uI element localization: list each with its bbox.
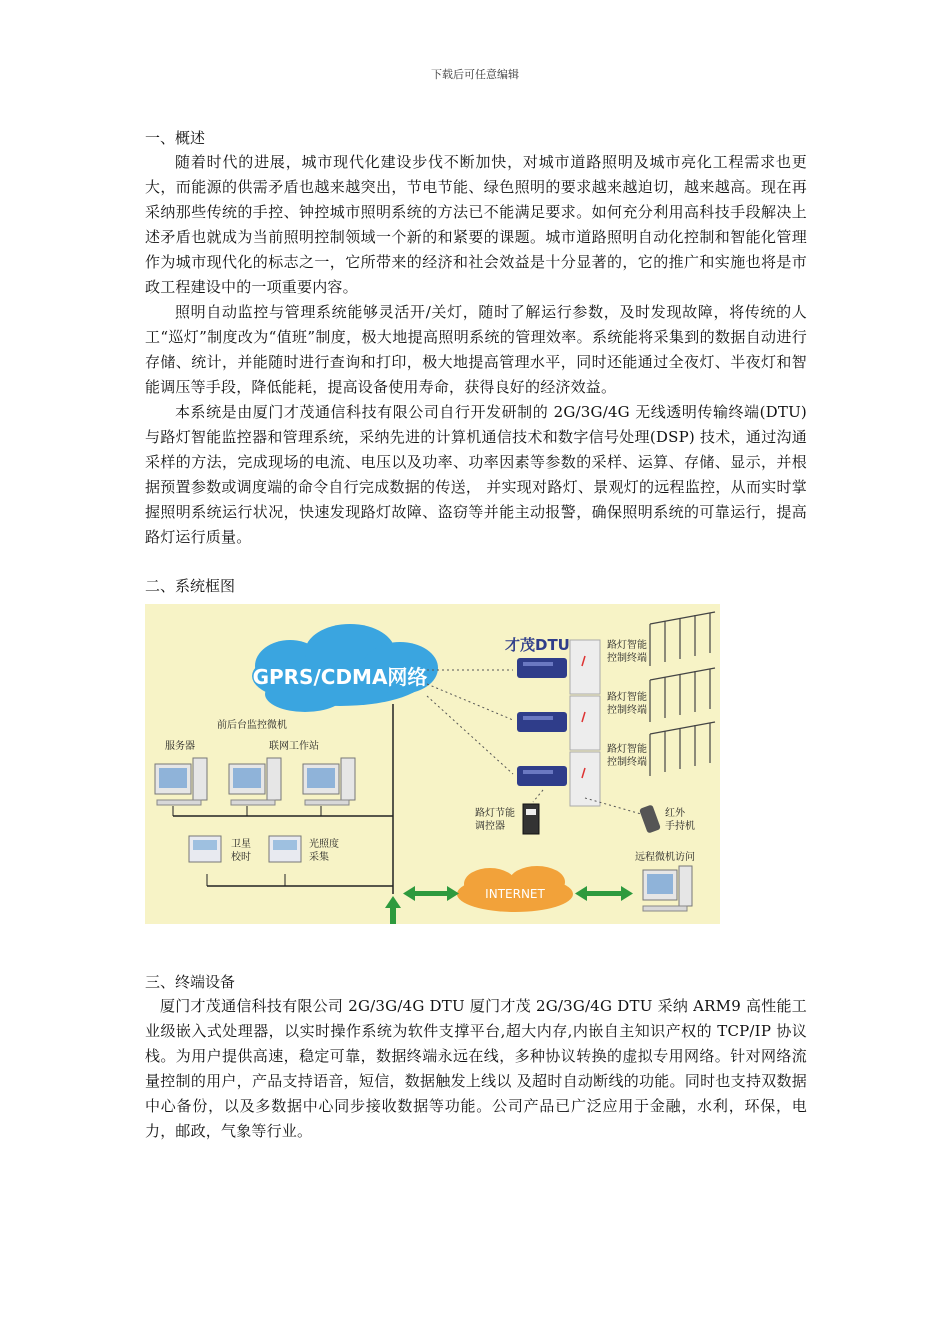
section-1-paragraph-2: 照明自动监控与管理系统能够灵活开/关灯，随时了解运行参数，及时发现故障，将传统的人工“巡灯”制度改为“值班”制度，极大地提高照明系统的管理效率。系统能将采集到的数据自动进行存储、统计，并能随时进行查询和打印，极大地提高管理水平，同时还能通过全夜灯、半夜灯和智能调压等手段，降低能耗，提高设备使用寿命，获得良好的经济效益。	[145, 303, 807, 396]
satellite-label-line1: 卫星	[231, 839, 251, 850]
section-3-title: 三、终端设备	[145, 973, 236, 991]
diagram-svg	[145, 604, 720, 924]
regulator-label-line1: 路灯节能	[475, 808, 515, 819]
section-2-title: 二、系统框图	[145, 577, 236, 595]
dtu-label: 才茂DTU	[505, 636, 570, 654]
satellite-label-line2: 校时	[231, 852, 251, 863]
light-sensor-label-line2: 采集	[309, 852, 329, 863]
control-terminal-cabinet-3	[570, 752, 600, 806]
section-1-paragraph-3: 本系统是由厦门才茂通信科技有限公司自行开发研制的 2G/3G/4G 无线透明传输终端(DTU)与路灯智能监控器和管理系统，采纳先进的计算机通信技术和数字信号处理(DSP) 技术，通过沟通采样的方法，完成现场的电流、电压以及功率、功率因素等参数的采样、运算、存储、显示，并根据预置参数或调度端的命令自行完成数据的传送， 并实现对路灯、景观灯的远程监控，从而实时掌握照明系统运行状况，快速发现路灯故障、盗窃等并能主动报警，确保照明系统的可靠运行，提高路灯运行质量。	[145, 403, 807, 546]
satellite-clock-device	[189, 836, 221, 862]
energy-regulator-device	[523, 804, 539, 834]
page-header-note: 下载后可任意编辑	[431, 68, 519, 81]
internet-cloud	[457, 866, 573, 912]
terminal-3-label-line2: 控制终端	[607, 757, 647, 768]
dtu-device-3	[517, 766, 567, 786]
regulator-label-line2: 调控器	[475, 821, 505, 832]
workstation-label: 联网工作站	[269, 741, 319, 752]
terminal-2-label-line1: 路灯智能	[607, 692, 647, 703]
dtu-device-2	[517, 712, 567, 732]
light-sensor-device	[269, 836, 301, 862]
remote-access-label: 远程微机访问	[635, 852, 695, 863]
cloud-label: GPRS/CDMA网络	[252, 665, 428, 689]
handheld-label-line1: 红外	[665, 808, 685, 819]
section-1-title: 一、概述	[145, 129, 206, 147]
terminal-1-label-line1: 路灯智能	[607, 640, 647, 651]
terminal-1-label-line2: 控制终端	[607, 653, 647, 664]
server-label: 服务器	[165, 741, 195, 752]
dtu-device-1	[517, 658, 567, 678]
section-3-paragraph-1: 厦门才茂通信科技有限公司 2G/3G/4G DTU 厦门才茂 2G/3G/4G DTU 采纳 ARM9 高性能工业级嵌入式处理器，以实时操作系统为软件支撑平台,超大内存,内嵌自主知识产权的 TCP/IP 协议栈。为用户提供高速，稳定可靠，数据终端永远在线，多种协议转换的虚拟专用网络。针对网络流量控制的用户，产品支持语音，短信，数据触发上线以 及超时自动断线的功能。同时也支持双数据中心备份，以及多数据中心同步接收数据等功能。公司产品已广泛应用于金融，水利，环保，电力，邮政，气象等行业。	[145, 997, 807, 1140]
system-block-diagram	[145, 604, 720, 924]
section-1-paragraph-1: 随着时代的进展，城市现代化建设步伐不断加快，对城市道路照明及城市亮化工程需求也更大，而能源的供需矛盾也越来越突出，节电节能、绿色照明的要求越来越迫切，越来越高。现在再采纳那些传统的手控、钟控城市照明系统的方法已不能满足要求。如何充分利用高科技手段解决上述矛盾也就成为当前照明控制领域一个新的和紧要的课题。城市道路照明自动化控制和智能化管理作为城市现代化的标志之一，它所带来的经济和社会效益是十分显著的，它的推广和实施也将是市政工程建设中的一项重要内容。	[145, 153, 807, 296]
control-terminal-cabinet-2	[570, 696, 600, 750]
control-terminal-cabinet-1	[570, 640, 600, 694]
document-body	[145, 126, 807, 1144]
internet-label: INTERNET	[485, 887, 545, 901]
light-sensor-label-line1: 光照度	[309, 839, 339, 850]
terminal-3-label-line1: 路灯智能	[607, 744, 647, 755]
terminal-2-label-line2: 控制终端	[607, 705, 647, 716]
monitor-group-label: 前后台监控微机	[217, 720, 287, 731]
handheld-label-line2: 手持机	[665, 821, 695, 832]
